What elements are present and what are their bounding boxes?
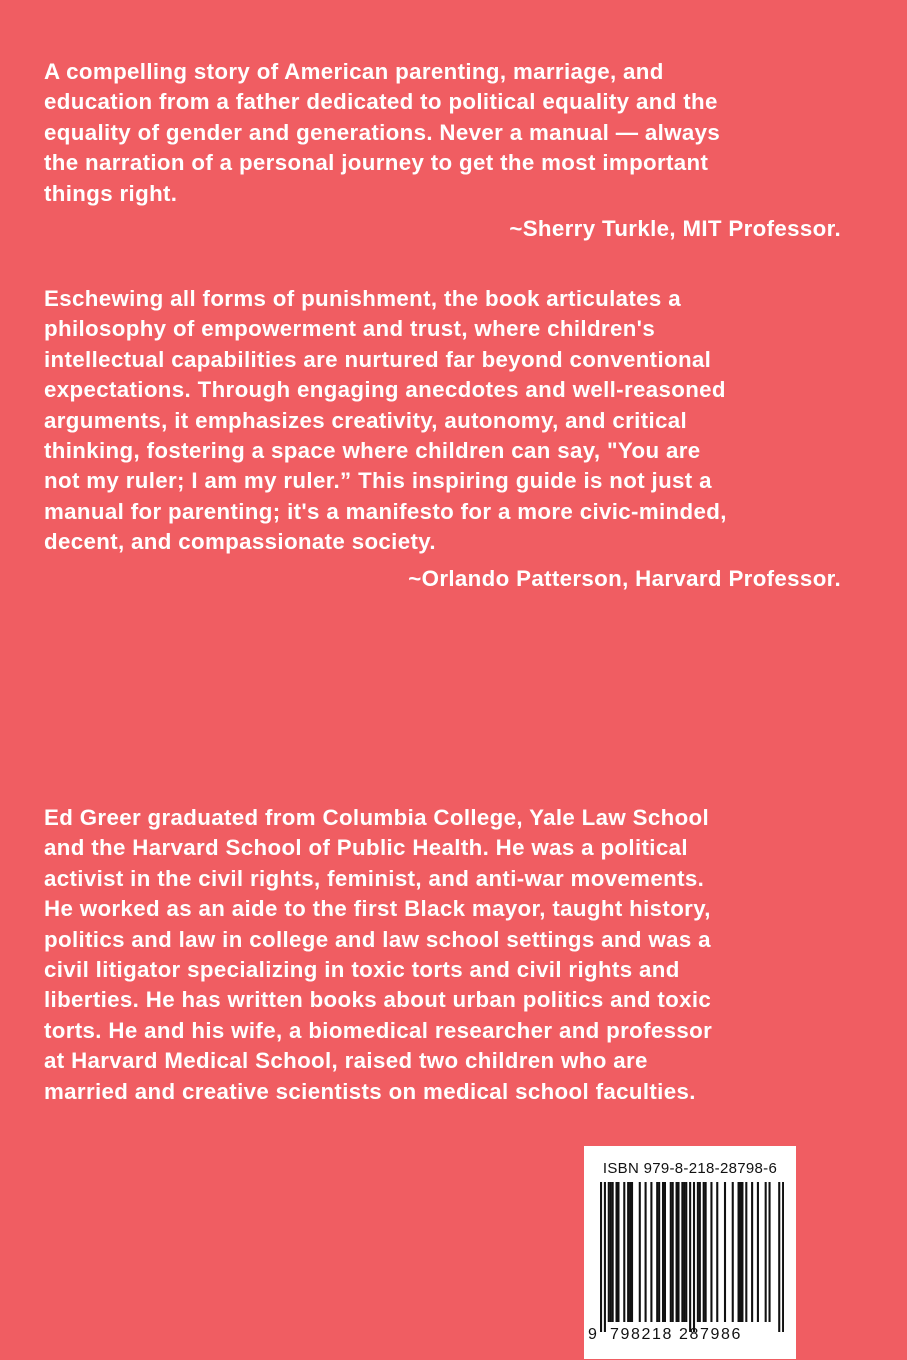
barcode-bar [627, 1182, 629, 1322]
barcode-bar [716, 1182, 718, 1322]
barcode-digit-groups: 798218 287986 [610, 1326, 743, 1343]
barcode-bar [697, 1182, 699, 1322]
barcode-bar [745, 1182, 747, 1322]
barcode-bar [604, 1182, 606, 1332]
barcode-bar [617, 1182, 619, 1322]
barcode-bar [681, 1182, 683, 1322]
isbn-barcode-box [584, 1146, 796, 1359]
barcode-bar [677, 1182, 679, 1322]
barcode-icon [600, 1182, 784, 1332]
barcode-bar [662, 1182, 664, 1322]
barcode-bar [629, 1182, 631, 1322]
barcode-bar [658, 1182, 660, 1322]
barcode-bar [710, 1182, 712, 1322]
barcode-bar [693, 1182, 695, 1332]
barcode-bar [676, 1182, 678, 1322]
barcode-bar [623, 1182, 625, 1322]
barcode-bar [685, 1182, 687, 1322]
barcode-bar [639, 1182, 641, 1322]
barcode-bar [765, 1182, 767, 1322]
barcode-bar [670, 1182, 672, 1322]
barcode-bar [741, 1182, 743, 1322]
attribution-turkle: ~Sherry Turkle, MIT Professor. [509, 216, 841, 241]
barcode-bar [699, 1182, 701, 1322]
author-bio: Ed Greer graduated from Columbia College, Yale Law School and the Harvard School of Public Health. He was a political activist in the civil rights, feminist, and anti-war movements. He worked as an aide to the first Black mayor, taught history, politics and law in college and law school settings and was a civil litigator specializing in toxic torts and civil rights and liberties. He has written books about urban politics and toxic torts. He and his wife, a biomedical researcher and professor at Harvard Medical School, raised two children who are married and creative scientists on medical school faculties. [44, 805, 713, 1104]
barcode-bar [778, 1182, 780, 1332]
barcode-bar [769, 1182, 771, 1322]
barcode-bar [689, 1182, 691, 1332]
barcode-bar [610, 1182, 612, 1322]
barcode-bar [782, 1182, 784, 1332]
barcode-bar [739, 1182, 741, 1322]
barcode-bar [631, 1182, 633, 1322]
barcode-bar [645, 1182, 647, 1322]
barcode-first-digit: 9 [588, 1326, 597, 1343]
barcode-bar [608, 1182, 610, 1322]
barcode-bar [615, 1182, 617, 1322]
blurb-patterson: Eschewing all forms of punishment, the book articulates a philosophy of empowerment and trust, where children's intellectual capabilities are nurtured far beyond conventional expectations. Through engaging anecdotes and well-reasoned arguments, it emphasizes creativity, autonomy, and critical thinking, fostering a space where children can say, "You are not my ruler; I am my ruler.” This inspiring guide is not just a manual for parenting; it's a manifesto for a more civic-minded, decent, and compassionate society. [44, 286, 727, 555]
barcode-bar [600, 1182, 602, 1332]
barcode-bar [724, 1182, 726, 1322]
attribution-patterson: ~Orlando Patterson, Harvard Professor. [408, 566, 841, 591]
barcode-bar [705, 1182, 707, 1322]
barcode-bar [612, 1182, 614, 1322]
barcode-bar [656, 1182, 658, 1322]
barcode-bar [703, 1182, 705, 1322]
isbn-label: ISBN 979-8-218-28798-6 [602, 1160, 778, 1177]
barcode-bar [683, 1182, 685, 1322]
barcode-bar [738, 1182, 740, 1322]
blurb-turkle: A compelling story of American parenting, marriage, and education from a father dedicated to political equality and the equality of gender and generations. Never a manual — always the narration of a personal journey to get the most important things right. [44, 59, 721, 206]
barcode-bar [672, 1182, 674, 1322]
barcode-bar [664, 1182, 666, 1322]
barcode-bar [751, 1182, 753, 1322]
barcode-bar [650, 1182, 652, 1322]
barcode-bar [732, 1182, 734, 1322]
barcode-bar [757, 1182, 759, 1322]
